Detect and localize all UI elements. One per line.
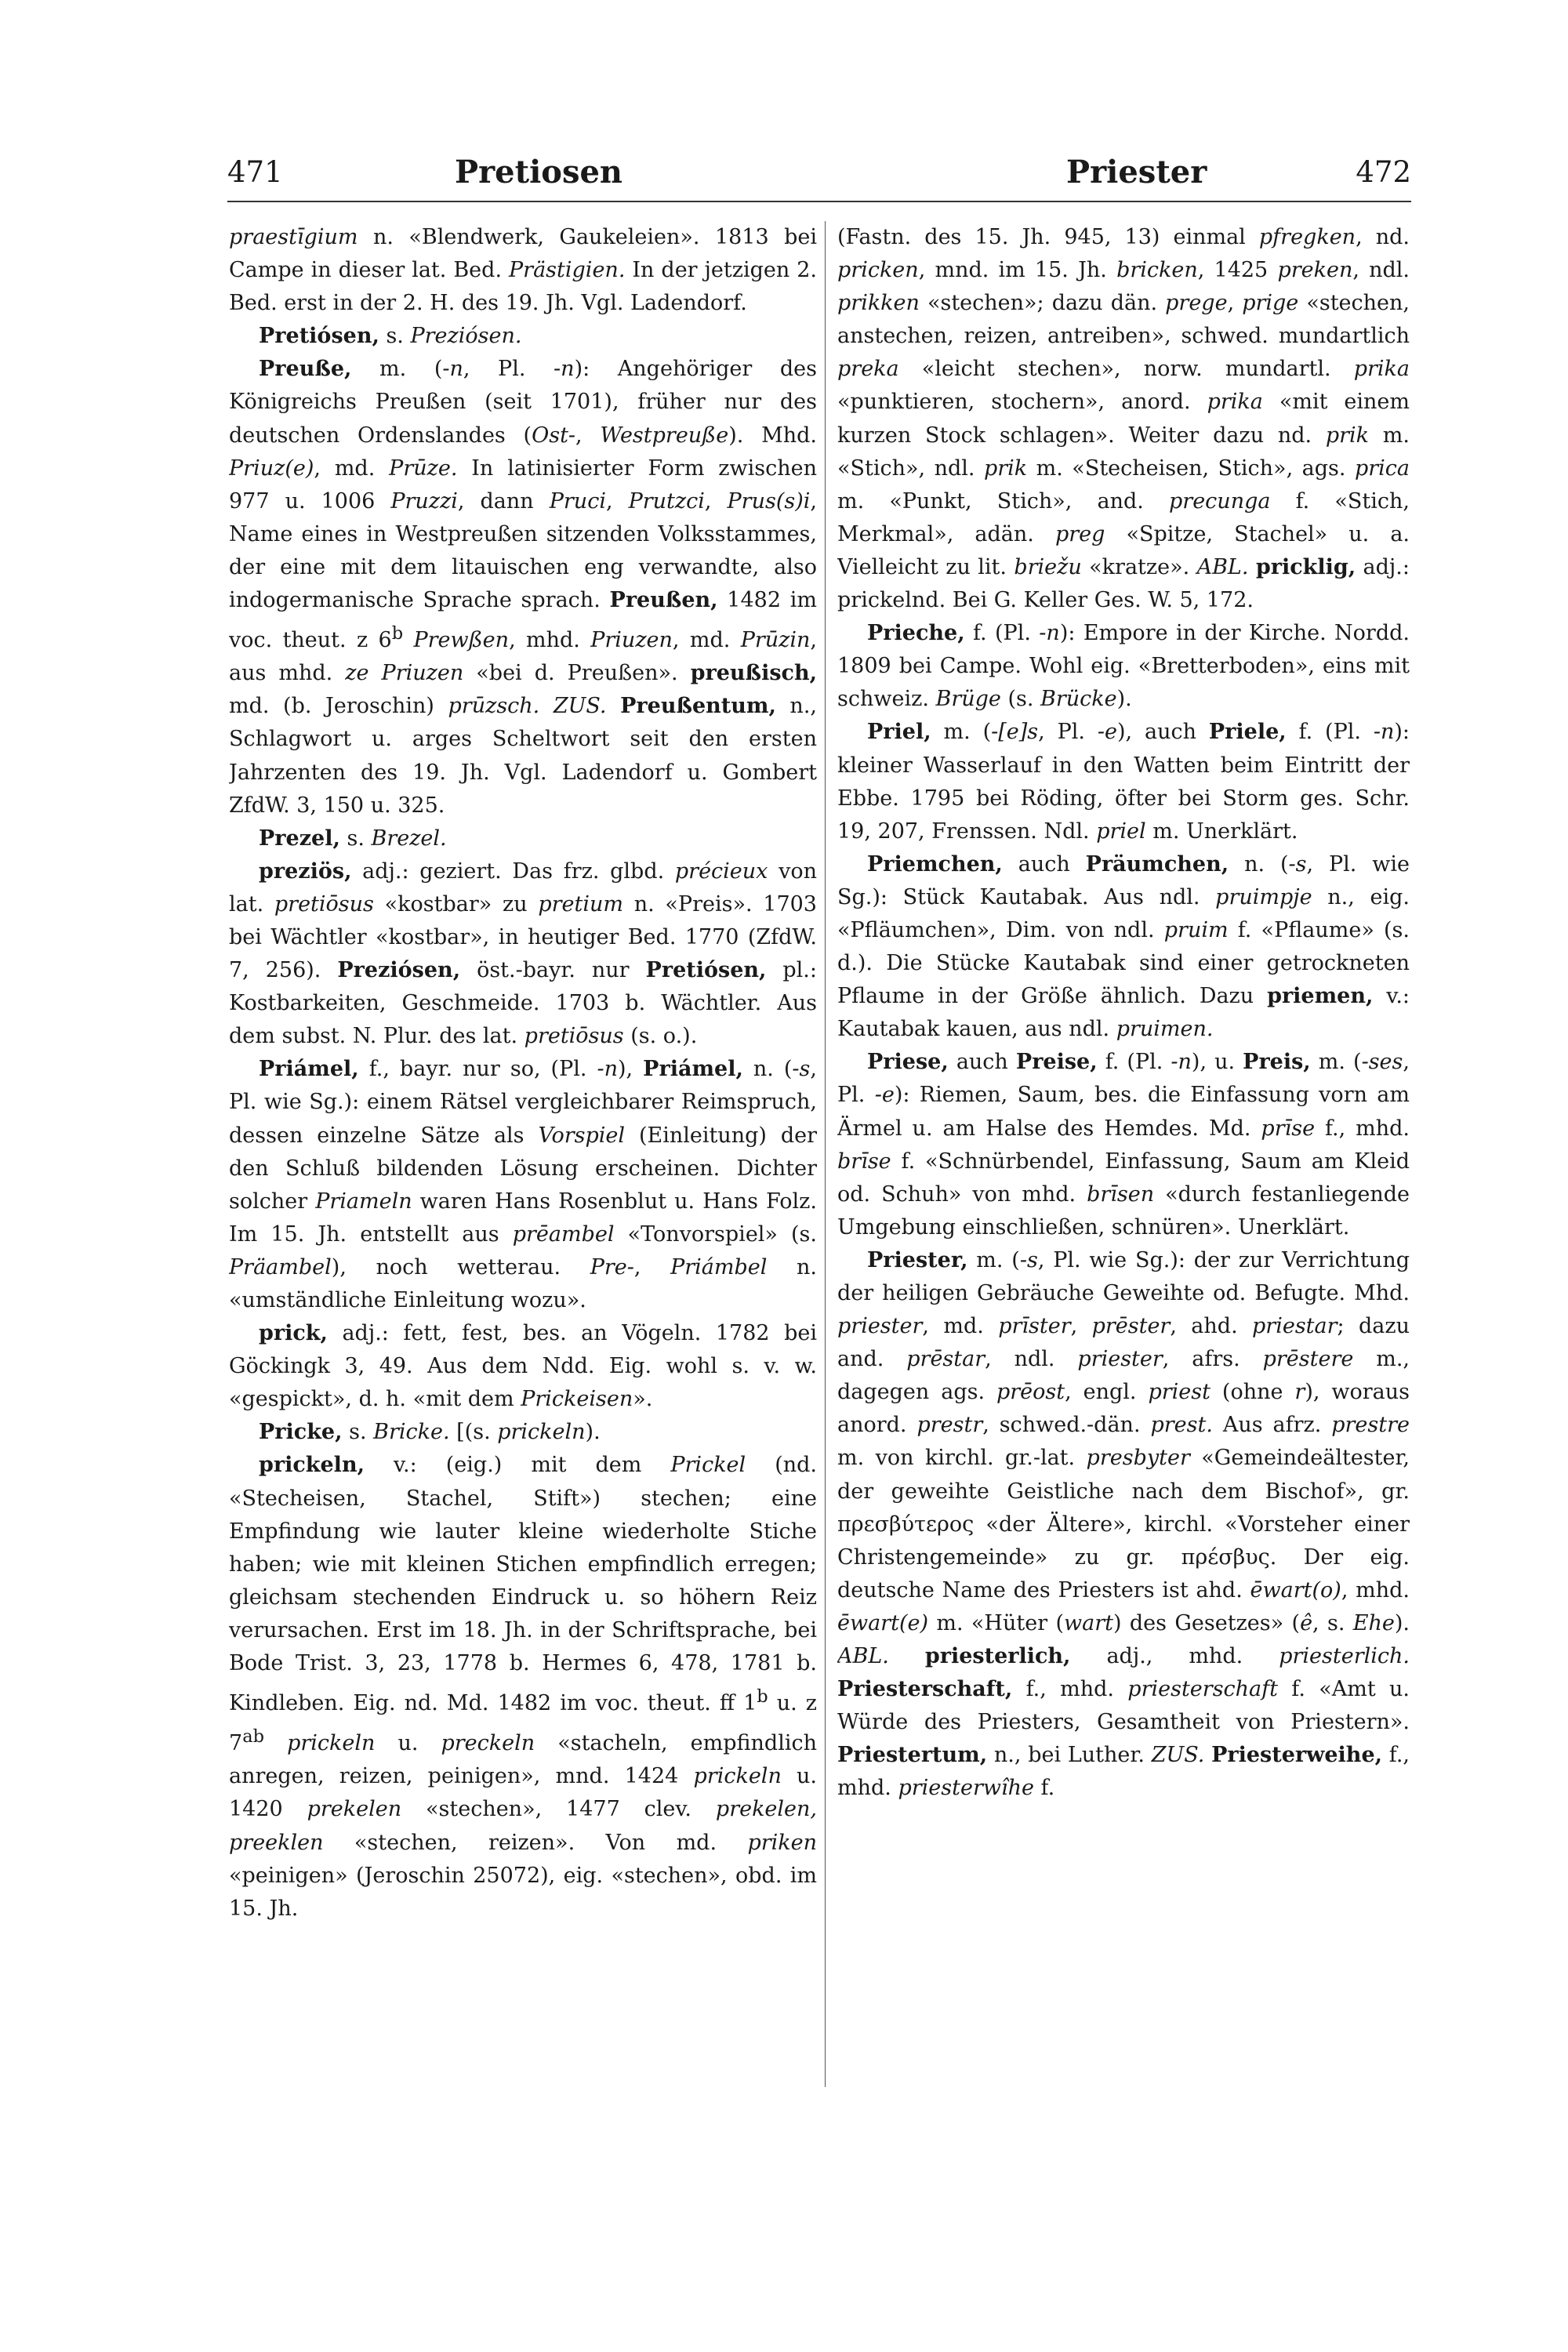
catchword-left: Pretiosen — [455, 154, 623, 191]
left-column — [229, 221, 817, 2087]
dictionary-entry: Priel, m. (-[e]s, Pl. -e), auch Priele, f. (Pl. -n): kleiner Wasserlauf in den Watten beim Eintritt der Ebbe. 1795 bei Röding, öfter bei Storm ges. Schr. 19, 207, Frenssen. Ndl. priel m. Unerklärt. — [837, 720, 1410, 844]
right-column — [837, 221, 1410, 2087]
catchword-right: Priester — [1066, 154, 1207, 191]
dictionary-entry: Priese, auch Preise, f. (Pl. -n), u. Preis, m. (-ses, Pl. -e): Riemen, Saum, bes. die Einfassung vorn am Ärmel u. am Halse des Hemdes. Md. prīse f., mhd. brīse f. «Schnürbendel, Einfassung, Saum am Kleid od. Schuh» von mhd. brīsen «durch festanliegende Umgebung einschließen, schnüren». Unerklärt. — [837, 1050, 1410, 1240]
dictionary-entry: Priemchen, auch Präumchen, n. (-s, Pl. wie Sg.): Stück Kautabak. Aus ndl. pruimpje n., eig. «Pfläumchen», Dim. von ndl. pruim f. «Pflaume» (s. d.). Die Stücke Kautabak sind einer getrockneten Pflaume in der Größe ähnlich. Dazu priemen, v.: Kautabak kauen, aus ndl. pruimen. — [837, 851, 1410, 1042]
dictionary-entry: praestīgium n. «Blendwerk, Gaukeleien». 1813 bei Campe in dieser lat. Bed. Prästigien. In der jetzigen 2. Bed. erst in der 2. H. des 19. Jh. Vgl. Ladendorf. — [229, 225, 817, 316]
dictionary-entry: preziös, adj.: geziert. Das frz. glbd. précieux von lat. pretiōsus «kostbar» zu pretium n. «Preis». 1703 bei Wächtler «kostbar», in heutiger Bed. 1770 (ZfdW. 7, 256). Preziósen, öst.-bayr. nur Pretiósen, pl.: Kostbarkeiten, Geschmeide. 1703 b. Wächtler. Aus dem subst. N. Plur. des lat. pretiōsus (s. o.). — [229, 858, 817, 1049]
dictionary-entry: Pretiósen, s. Preziósen. — [259, 324, 522, 349]
page-number-left: 471 — [227, 155, 283, 189]
column-divider — [825, 221, 826, 2087]
dictionary-entry: Prezel, s. Brezel. — [259, 826, 447, 851]
dictionary-entry: prickeln, v.: (eig.) mit dem Prickel (nd. «Stecheisen, Stachel, Stift») stechen; eine Empfindung wie lauter kleine wiederholte Stiche haben; wie mit kleinen Stichen empfindlich erregen; gleichsam stechenden Eindruck u. so höhern Reiz verursachen. Erst im 18. Jh. in der Schriftsprache, bei Bode Trist. 3, 23, 1778 b. Hermes 6, 478, 1781 b. Kindleben. Eig. nd. Md. 1482 im voc. theut. ff 1$^b$ u. z $7^{ab}$ prickeln u. preckeln «stacheln, empfindlich anregen, reizen, peinigen», mnd. 1424 prickeln u. 1420 prekelen «stechen», 1477 clev. prekelen, preeklen «stechen, reizen». Von md. priken «peinigen» (Jeroschin 25072), eig. «stechen», obd. im 15. Jh. — [229, 1453, 817, 1921]
dictionary-entry: Priester, m. (-s, Pl. wie Sg.): der zur Verrichtung der heiligen Gebräuche Geweihte od. Befugte. Mhd. priester, md. prīster, prēster, ahd. priestar; dazu and. prēstar, ndl. priester, afrs. prēstere m., dagegen ags. prēost, engl. priest (ohne r), woraus anord. prestr, schwed.-dän. prest. Aus afrz. prestre m. von kirchl. gr.-lat. presbyter «Gemeindeältester, der geweihte Geistliche nach dem Bischof», gr. πρεσβύτερος «der Ältere», kirchl. «Vorsteher einer Christengemeinde» zu gr. πρέσβυς. Der eig. deutsche Name des Priesters ist ahd. ēwart(o), mhd. ēwart(e) m. «Hüter (wart) des Gesetzes» (ê, s. Ehe). ABL. priesterlich, adj., mhd. priesterlich. Priesterschaft, f., mhd. priesterschaft f. «Amt u. Würde des Priesters, Gesamtheit von Priestern». Priestertum, n., bei Luther. ZUS. Priesterweihe, f., mhd. priesterwîhe f. — [837, 1247, 1410, 1801]
dictionary-entry: Pricke, s. Bricke. [(s. prickeln). — [259, 1420, 601, 1445]
running-header — [227, 155, 1411, 194]
dictionary-entry: Preuße, m. (-n, Pl. -n): Angehöriger des Königreichs Preußen (seit 1701), früher nur des deutschen Ordenslandes (Ost-, Westpreuße). Mhd. Priuz(e), md. Prūze. In latinisierter Form zwischen 977 u. 1006 Pruzzi, dann Pruci, Prutzci, Prus(s)i, Name eines in Westpreußen sitzenden Volksstammes, der eine mit dem litauischen eng verwandte, also indogermanische Sprache sprach. Preußen, 1482 im voc. theut. z 6$^b$ Prewßen, mhd. Priuzen, md. Prūzin, aus mhd. ze Priuzen «bei d. Preußen». preußisch, md. (b. Jeroschin) prūzsch. ZUS. Preußentum, n., Schlagwort u. arges Scheltwort seit den ersten Jahrzenten des 19. Jh. Vgl. Ladendorf u. Gombert ZfdW. 3, 150 u. 325. — [229, 357, 817, 818]
header-rule — [227, 201, 1411, 202]
dictionary-entry: Prieche, f. (Pl. -n): Empore in der Kirche. Nordd. 1809 bei Campe. Wohl eig. «Bretterboden», eins mit schweiz. Brüge (s. Brücke). — [837, 621, 1410, 712]
dictionary-entry: Priámel, f., bayr. nur so, (Pl. -n), Priámel, n. (-s, Pl. wie Sg.): einem Rätsel vergleichbarer Reimspruch, dessen einzelne Sätze als Vorspiel (Einleitung) der den Schluß bildenden Lösung erscheinen. Dichter solcher Priameln waren Hans Rosenblut u. Hans Folz. Im 15. Jh. entstellt aus prēambel «Tonvorspiel» (s. Präambel), noch wetterau. Pre-, Priámbel n. «umständliche Einleitung wozu». — [229, 1057, 817, 1312]
dictionary-entry: prick, adj.: fett, fest, bes. an Vögeln. 1782 bei Göckingk 3, 49. Aus dem Ndd. Eig. wohl s. v. w. «gespickt», d. h. «mit dem Prickeisen». — [229, 1321, 817, 1412]
page-number-right: 472 — [1356, 155, 1411, 189]
dictionary-entry: (Fastn. des 15. Jh. 945, 13) einmal pfregken, nd. pricken, mnd. im 15. Jh. bricken, 1425 preken, ndl. prikken «stechen»; dazu dän. prege, prige «stechen, anstechen, reizen, antreiben», schwed. mundartlich preka «leicht stechen», norw. mundartl. prika «punktieren, stochern», anord. prika «mit einem kurzen Stock schlagen». Weiter dazu nd. prik m. «Stich», ndl. prik m. «Stecheisen, Stich», ags. prica m. «Punkt, Stich», and. precunga f. «Stich, Merkmal», adän. preg «Spitze, Stachel» u. a. Vielleicht zu lit. briežu «kratze». ABL. pricklig, adj.: prickelnd. Bei G. Keller Ges. W. 5, 172. — [837, 225, 1410, 613]
